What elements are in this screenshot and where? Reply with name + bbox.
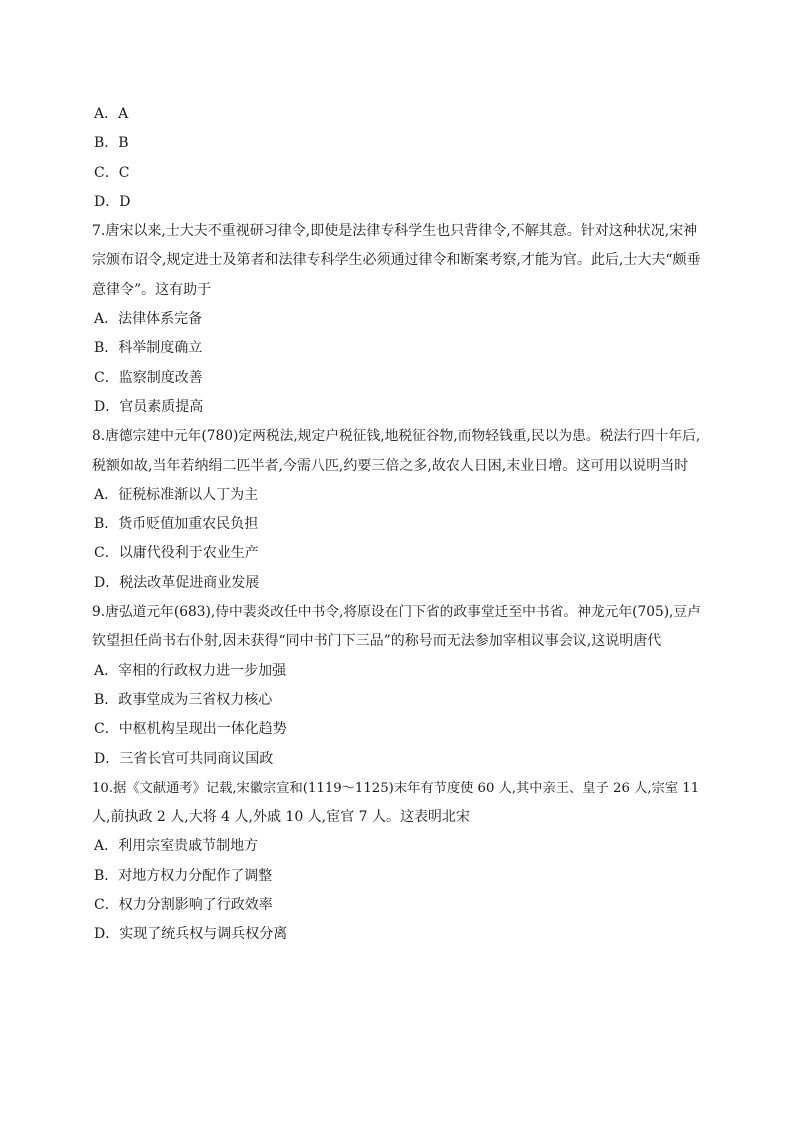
option-b: B．政事堂成为三省权力核心 <box>94 691 273 708</box>
question-stem-line: 宗颁布诏令,规定进士及第者和法律专科学生必须通过律令和断案考察,才能为官。此后,士大夫“颇垂 <box>92 252 701 269</box>
option-b: B．科举制度确立 <box>94 340 203 357</box>
option-a: A．A <box>94 106 129 122</box>
option-b: B．对地方权力分配作了调整 <box>94 867 273 884</box>
option-d: D．税法改革促进商业发展 <box>94 574 260 591</box>
question-stem-line: 税额如故,当年若纳绢二匹半者,今需八匹,约要三倍之多,故农人日困,末业日增。这可用以说明当时 <box>92 457 689 474</box>
option-c: C．中枢机构呈现出一体化趋势 <box>94 721 287 738</box>
option-d: D．D <box>94 193 131 210</box>
option-c: C．监察制度改善 <box>94 369 203 386</box>
option-a: A．征税标准渐以人丁为主 <box>94 486 259 503</box>
option-d: D．官员素质提高 <box>94 398 204 415</box>
prev-question-options <box>92 100 704 217</box>
question-stem-line: 8.唐德宗建中元年(780)定两税法,规定户税征钱,地税征谷物,而物轻钱重,民以为患。税法行四十年后, <box>92 428 701 445</box>
option-c: C．权力分割影响了行政效率 <box>94 897 273 914</box>
option-a: A．法律体系完备 <box>94 311 203 328</box>
question-8 <box>92 422 704 598</box>
question-stem-line: 7.唐宋以来,士大夫不重视研习律令,即使是法律专科学生也只背律令,不解其意。针对这种状况,宋神 <box>92 223 698 240</box>
question-stem-line: 钦望担任尚书右仆射,因未获得“同中书门下三品”的称号而无法参加宰相议事会议,这说明唐代 <box>92 633 662 650</box>
option-a: A．利用宗室贵戚节制地方 <box>94 838 259 855</box>
option-a: A．宰相的行政权力进一步加强 <box>94 662 287 679</box>
question-stem-line: 意律令”。这有助于 <box>92 281 212 298</box>
option-d: D．三省长官可共同商议国政 <box>94 750 274 767</box>
question-stem-line: 10.据《文献通考》记载,宋徽宗宣和(1119～1125)末年有节度使 60 人,其中亲王、皇子 26 人,宗室 11 <box>92 780 700 796</box>
option-d: D．实现了统兵权与调兵权分离 <box>94 926 288 943</box>
option-b: B．B <box>94 135 129 152</box>
question-stem-line: 人,前执政 2 人,大将 4 人,外戚 10 人,宦官 7 人。这表明北宋 <box>92 809 470 826</box>
question-stem-line: 9.唐弘道元年(683),侍中裴炎改任中书令,将原设在门下省的政事堂迁至中书省。神龙元年(705),豆卢 <box>92 604 701 621</box>
option-b: B．货币贬值加重农民负担 <box>94 516 259 533</box>
question-10 <box>92 774 704 950</box>
option-c: C．以庸代役利于农业生产 <box>94 545 259 562</box>
question-9 <box>92 598 704 774</box>
document-page <box>92 100 704 950</box>
option-c: C．C <box>94 164 130 181</box>
question-7 <box>92 217 704 422</box>
